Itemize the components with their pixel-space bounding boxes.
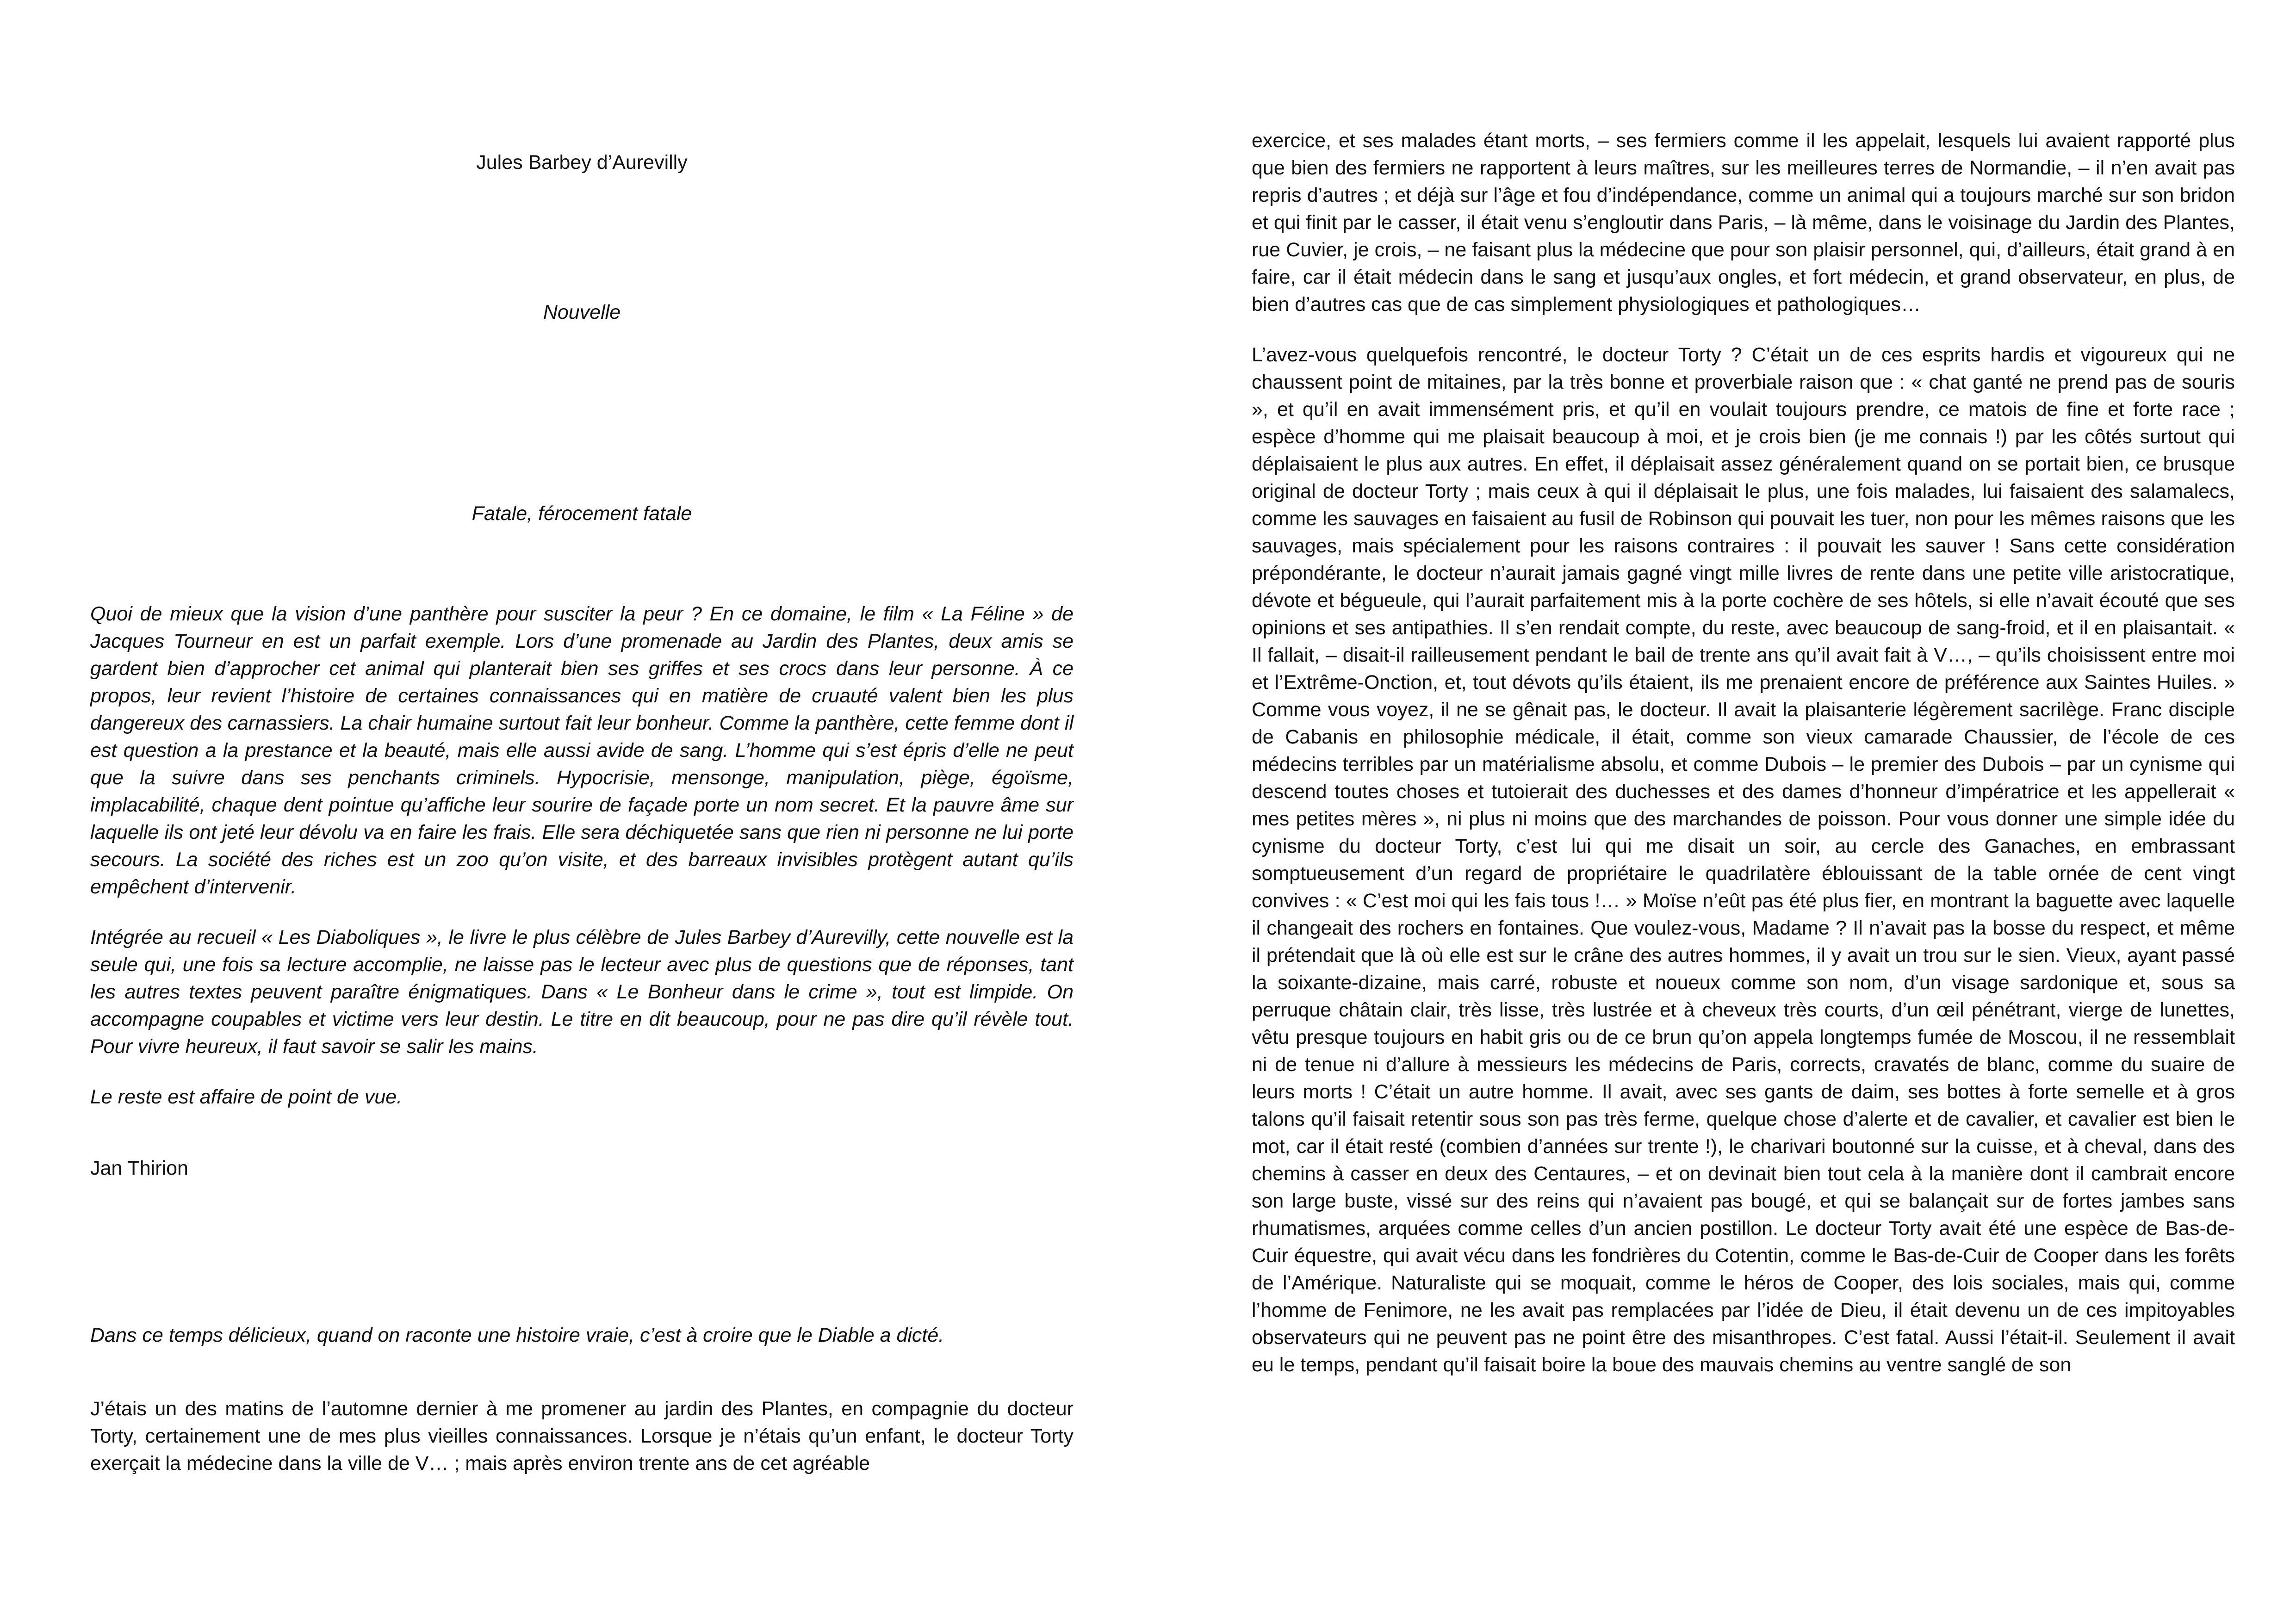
- subtitle: Fatale, férocement fatale: [472, 502, 692, 525]
- right-column: [1252, 127, 2235, 1379]
- introduction: [90, 601, 1074, 1111]
- story-opening-paragraph: J’étais un des matins de l’automne dernier à me promener au jardin des Plantes, en compagnie du docteur Torty, certainement une de mes plus vieilles connaissances. Lorsque je n’étais qu’un enfant, le docteur Torty exerçait la médecine dans la ville de V… ; mais après environ trente ans de cet agréable: [90, 1398, 1074, 1474]
- story-paragraph-torty: L’avez-vous quelquefois rencontré, le docteur Torty ? C’était un de ces esprits hardis et vigoureux qui ne chaussent point de mitaines, par la très bonne et proverbiale raison que : « chat ganté ne prend pas de souris », et qu’il en avait immensément pris, et qu’il en voulait toujours prendre, ce matois de fine et forte race ; espèce d’homme qui me plaisait beaucoup à moi, et je crois bien (je me connais !) par les côtés surtout qui déplaisaient le plus aux autres. En effet, il déplaisait assez généralement quand on se portait bien, ce brusque original de docteur Torty ; mais ceux à qui il déplaisait le plus, une fois malades, lui faisaient des salamalecs, comme les sauvages en faisaient au fusil de Robinson qui pouvait les tuer, non pour les mêmes raisons que les sauvages, mais spécialement pour les raisons contraires : il pouvait les sauver ! Sans cette considération prépondérante, le docteur n’aurait jamais gagné vingt mille livres de rente dans une petite ville aristocratique, dévote et bégueule, qui l’aurait parfaitement mis à la porte cochère de ses hôtels, si elle n’avait écouté que ses opinions et ses antipathies. Il s’en rendait compte, du reste, avec beaucoup de sang-froid, et il en plaisantait. « Il fallait, – disait-il railleusement pendant le bail de trente ans qu’il avait fait à V…, – qu’ils choisissent entre moi et l’Extrême-Onction, et, tout dévots qu’ils étaient, ils me prenaient encore de préférence aux Saintes Huiles. » Comme vous voyez, il ne se gênait pas, le docteur. Il avait la plaisanterie légèrement sacrilège. Franc disciple de Cabanis en philosophie médicale, il était, comme son vieux camarade Chaussier, de l’école de ces médecins terribles par un matérialisme absolu, et comme Dubois – le premier des Dubois – par un cynisme qui descend toutes choses et tutoierait des duchesses et des dames d’honneur d’impératrice et les appellerait « mes petites mères », ni plus ni moins que des marchandes de poisson. Pour vous donner une simple idée du cynisme du docteur Torty, c’est lui qui me disait un soir, au cercle des Ganaches, en embrassant somptueusement d’un regard de propriétaire le quadrilatère éblouissant de la table ornée de cent vingt convives : « C’est moi qui les fais tous !… » Moïse n’eût pas été plus fier, en montrant la baguette avec laquelle il changeait des rochers en fontaines. Que voulez-vous, Madame ? Il n’avait pas la bosse du respect, et même il prétendait que là où elle est sur le crâne des autres hommes, il y avait un trou sur le sien. Vieux, ayant passé la soixante-dizaine, mais carré, robuste et noueux comme son nom, d’un visage sardonique et, sous sa perruque châtain clair, très lisse, très lustrée et à cheveux très courts, d’un œil pénétrant, vierge de lunettes, vêtu presque toujours en habit gris ou de ce brun qu’on appela longtemps fumée de Moscou, il ne ressemblait ni de tenue ni d’allure à messieurs les médecins de Paris, corrects, cravatés de blanc, comme du suaire de leurs morts ! C’était un autre homme. Il avait, avec ses gants de daim, ses bottes à forte semelle et à gros talons qu’il faisait retentir sous son pas très ferme, quelque chose d’alerte et de cavalier, et cavalier est bien le mot, car il était resté (combien d’années sur trente !), le charivari boutonné sur la cuisse, et à cheval, dans des chemins à casser en deux des Centaures, – et on devinait bien tout cela à la manière dont il cambrait encore son large buste, vissé sur des reins qui n’avaient pas bougé, et qui se balançait sur de fortes jambes sans rhumatismes, arquées comme celles d’un ancien postillon. Le docteur Torty avait été une espèce de Bas-de-Cuir équestre, qui avait vécu dans les fondrières du Cotentin, comme le Bas-de-Cuir de Cooper dans les forêts de l’Amérique. Naturaliste qui se moquait, comme le héros de Cooper, des lois sociales, mais qui, comme l’homme de Fenimore, ne les avait pas remplacées par l’idée de Dieu, il était devenu un de ces impitoyables observateurs qui ne peuvent pas ne point être des misanthropes. C’est fatal. Aussi l’était-il. Seulement il avait eu le temps, pendant qu’il faisait boire la boue des mauvais chemins au ventre sanglé de son: [1252, 344, 2235, 1376]
- intro-paragraph-2: Intégrée au recueil « Les Diaboliques », le livre le plus célèbre de Jules Barbey d’Aurevilly, cette nouvelle est la seule qui, une fois sa lecture accomplie, ne laisse pas le lecteur avec plus de questions que de réponses, tant les autres textes peuvent paraître énigmatiques. Dans « Le Bonheur dans le crime », tout est limpide. On accompagne coupables et victime vers leur destin. Le titre en dit beaucoup, pour ne pas dire qu’il révèle tout. Pour vivre heureux, il faut savoir se salir les mains.: [90, 926, 1074, 1058]
- story-paragraph-continued: exercice, et ses malades étant morts, – ses fermiers comme il les appelait, lesquels lui avaient rapporté plus que bien des fermiers ne rapportent à leurs maîtres, sur les meilleures terres de Normandie, – il n’en avait pas repris d’autres ; et déjà sur l’âge et fou d’indépendance, comme un animal qui a toujours marché sur son bridon et qui finit par le casser, il était venu s’engloutir dans Paris, – là même, dans le voisinage du Jardin des Plantes, rue Cuvier, je crois, – ne faisant plus la médecine que pour son plaisir personnel, qui, d’ailleurs, était grand à en faire, car il était médecin dans le sang et jusqu’aux ongles, et fort médecin, et grand observateur, en plus, de bien d’autres cas que de cas simplement physiologiques et pathologiques…: [1252, 130, 2235, 316]
- genre-label: Nouvelle: [543, 301, 621, 323]
- epigraph: Dans ce temps délicieux, quand on raconte une histoire vraie, c’est à croire que le Diable a dicté.: [90, 1324, 944, 1346]
- right-page: [1148, 0, 2296, 1623]
- signature: Jan Thirion: [90, 1157, 188, 1179]
- intro-paragraph-3: Le reste est affaire de point de vue.: [90, 1086, 403, 1108]
- intro-paragraph-1: Quoi de mieux que la vision d’une panthère pour susciter la peur ? En ce domaine, le film « La Féline » de Jacques Tourneur en est un parfait exemple. Lors d’une promenade au Jardin des Plantes, deux amis se gardent bien d’approcher cet animal qui planterait bien ses griffes et ses crocs dans leur personne. À ce propos, leur revient l’histoire de certaines connaissances qui en matière de cruauté valent bien les plus dangereux des carnassiers. La chair humaine surtout fait leur bonheur. Comme la panthère, cette femme dont il est question a la prestance et la beauté, mais elle aussi avide de sang. L’homme qui s’est épris d’elle ne peut que la suivre dans ses penchants criminels. Hypocrisie, mensonge, manipulation, piège, égoïsme, implacabilité, chaque dent pointue qu’affiche leur sourire de façade porte un nom secret. Et la pauvre âme sur laquelle ils ont jeté leur dévolu va en faire les frais. Elle sera déchiquetée sans que rien ni personne ne lui porte secours. La société des riches est un zoo qu’on visite, et des barreaux invisibles protègent autant qu’ils empêchent d’intervenir.: [90, 603, 1074, 898]
- author-name: Jules Barbey d’Aurevilly: [476, 151, 688, 173]
